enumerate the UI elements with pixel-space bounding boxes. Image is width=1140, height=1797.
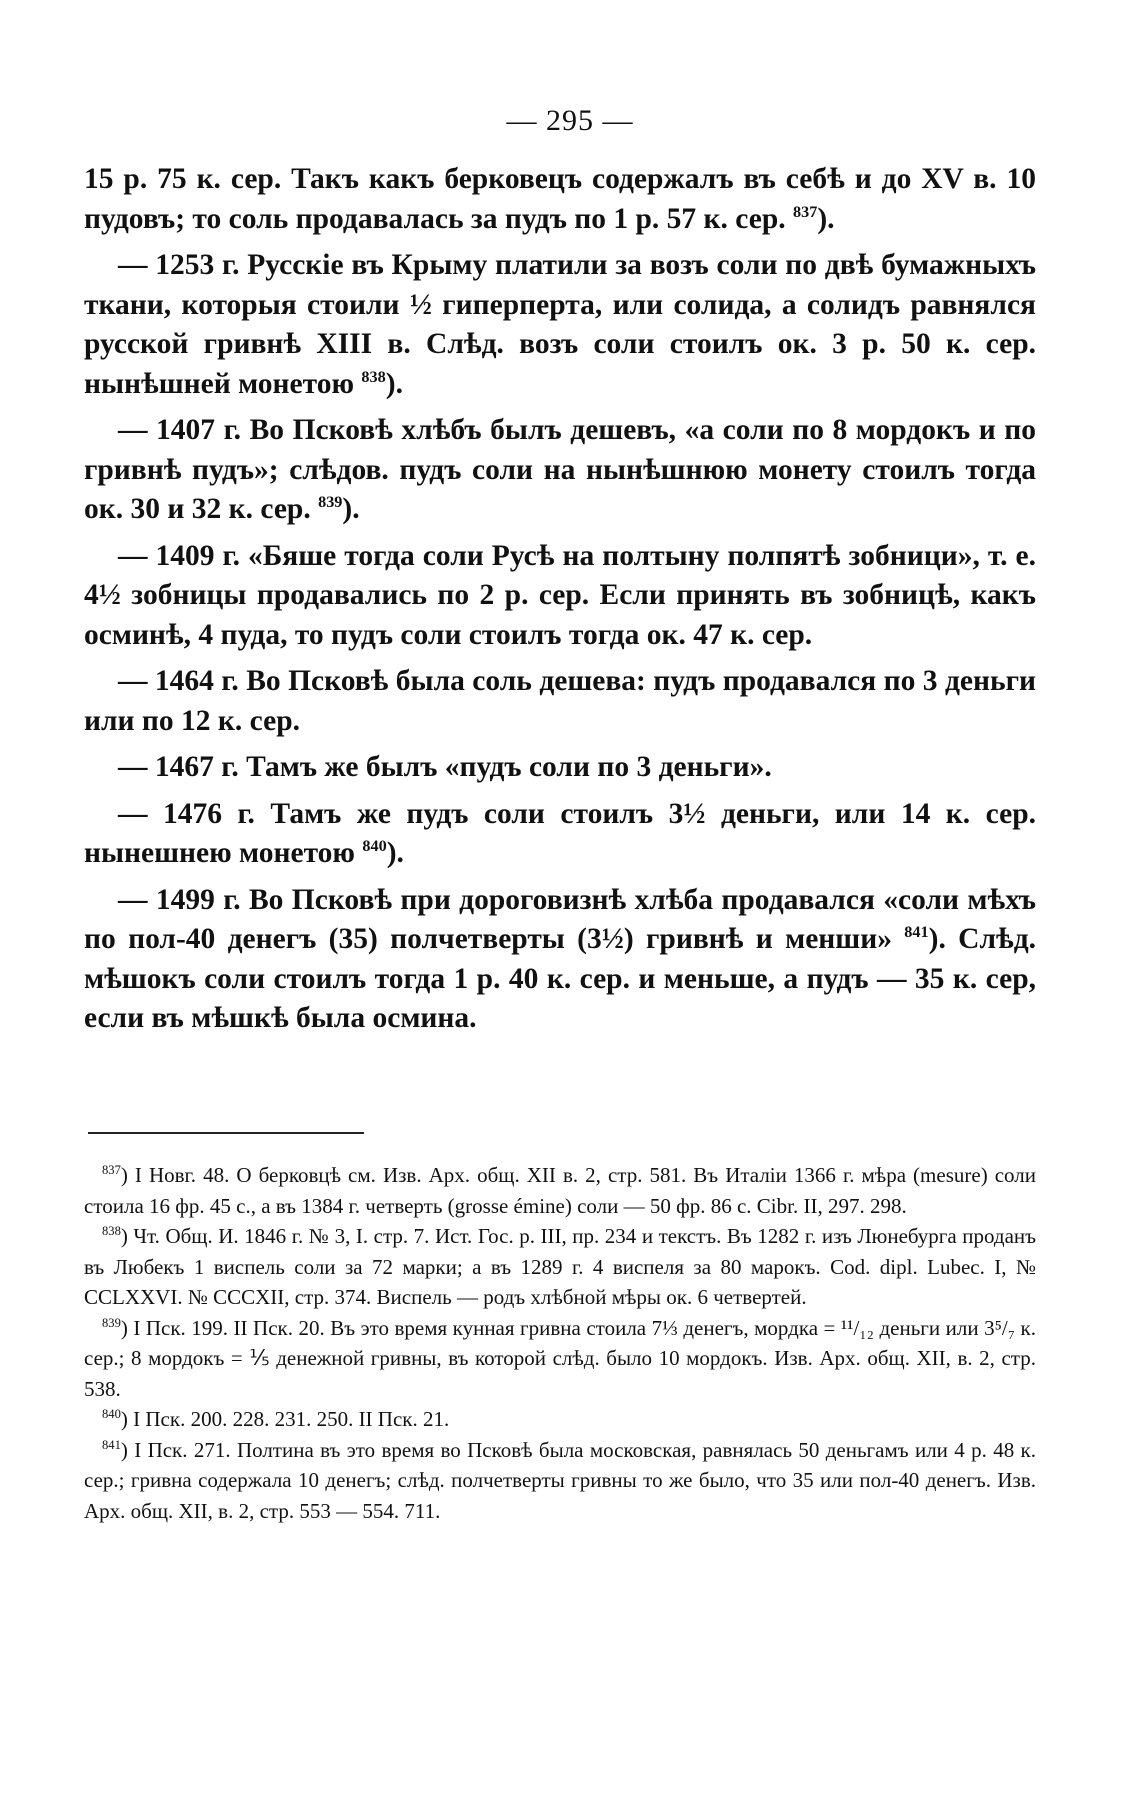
paragraph xyxy=(84,795,1036,874)
page-number: — 295 — xyxy=(506,104,634,137)
paragraph-text: — 1464 г. Во Псковѣ была соль дешева: пудъ продавался по 3 деньги или по 12 к. сер. xyxy=(84,665,1036,737)
footnote-number: 837 xyxy=(102,1163,121,1177)
footnotes xyxy=(84,1160,1036,1526)
paragraph-tail: ). xyxy=(817,202,835,235)
footnote-text: ) I Пск. 200. 228. 231. 250. II Пск. 21. xyxy=(120,1407,450,1431)
footnote-ref[interactable]: 837 xyxy=(793,202,818,221)
paragraph xyxy=(84,662,1036,741)
paragraph xyxy=(84,537,1036,656)
footnote-number: 838 xyxy=(102,1224,121,1238)
footnote-text: ) I Пск. 271. Полтина въ это время во Псковѣ была московская, равнялась 50 деньгамъ или 4 р. 48 к. сер.; гривна содержала 10 денегъ; слѣд. полчетверты гривны то же было, что 35 или пол-40 денегъ. Изв. Арх. общ. XII, в. 2, стр. 553 — 554. 711. xyxy=(84,1437,1036,1523)
footnote xyxy=(84,1160,1036,1221)
footnote xyxy=(84,1435,1036,1527)
footnote-text: ) I Пск. 199. II Пск. 20. Въ это время кунная гривна стоила 7⅓ денегъ, мордка = ¹¹/₁₂ деньги или 3⁵/₇ к. сер.; 8 мордокъ = ⅕ денежной гривны, въ которой слѣд. было 10 мордокъ. Изв. Арх. общ. XII, в. 2, стр. 538. xyxy=(84,1315,1036,1401)
paragraph xyxy=(84,160,1036,239)
paragraph-text: — 1409 г. «Бяше тогда соли Русѣ на полтыну полпятѣ зобници», т. е. 4½ зобницы продавались по 2 р. сер. Если принять въ зобницѣ, какъ осминѣ, 4 пуда, то пудъ соли стоилъ тогда ок. 47 к. сер. xyxy=(84,539,1036,651)
paragraph-text: — 1253 г. Русскіе въ Крыму платили за возъ соли по двѣ бумажныхъ ткани, которыя стоили ½ гиперперта, или солида, а солидъ равнялся русской гривнѣ XIII в. Слѣд. возъ соли стоилъ ок. 3 р. 50 к. сер. нынѣшней монетою xyxy=(84,249,1036,400)
footnote xyxy=(84,1404,1036,1435)
footnote-ref[interactable]: 841 xyxy=(904,923,929,942)
paragraph xyxy=(84,246,1036,404)
footnote xyxy=(84,1313,1036,1405)
footnote-ref[interactable]: 839 xyxy=(318,493,343,512)
footnote-ref[interactable]: 840 xyxy=(362,837,387,856)
paragraph-text: — 1476 г. Тамъ же пудъ соли стоилъ 3½ деньги, или 14 к. сер. нынешнею монетою xyxy=(84,797,1036,869)
footnote xyxy=(84,1221,1036,1313)
footnote-number: 839 xyxy=(102,1315,121,1330)
footnote-text: ) I Новг. 48. О берковцѣ см. Изв. Арх. общ. XII в. 2, стр. 581. Въ Италіи 1366 г. мѣра (mesure) соли стоила 16 фр. 45 с., а въ 1384 г. четверть (grosse émine) соли — 50 фр. 86 с. Cibr. II, 297. 298. xyxy=(84,1163,1036,1218)
paragraph-tail: ). xyxy=(342,493,360,525)
paragraph xyxy=(84,748,1036,788)
paragraph xyxy=(84,881,1036,1039)
footnote-number: 841 xyxy=(102,1437,121,1452)
footnote-ref[interactable]: 838 xyxy=(361,367,386,386)
paragraph-tail: ). xyxy=(385,367,403,400)
footnote-divider xyxy=(88,1132,364,1134)
paragraph xyxy=(84,411,1036,530)
footnote-number: 840 xyxy=(102,1407,121,1421)
paragraph-text: — 1499 г. Во Псковѣ при дороговизнѣ хлѣба продавался «соли мѣхъ по пол-40 денегъ (35) полчетверты (3½) гривнѣ и менши» xyxy=(84,883,1036,955)
paragraph-text: — 1467 г. Тамъ же былъ «пудъ соли по 3 деньги». xyxy=(118,751,772,783)
paragraph-text: 15 р. 75 к. сер. Такъ какъ берковецъ содержалъ въ себѣ и до XV в. 10 пудовъ; то соль продавалась за пудъ по 1 р. 57 к. сер. xyxy=(84,163,1036,235)
footnote-text: ) Чт. Общ. И. 1846 г. № 3, I. стр. 7. Ист. Гос. р. III, пр. 234 и текстъ. Въ 1282 г. изъ Люнебурга проданъ въ Любекъ 1 виспель соли за 72 марки; а въ 1289 г. 4 виспеля за 80 марокъ. Cod. dipl. Lubec. I, № CCLXXVI. № CCCXII, стр. 374. Виспель — родъ хлѣбной мѣры ок. 6 четвертей. xyxy=(84,1224,1036,1309)
main-text xyxy=(84,160,1036,1046)
paragraph-text: — 1407 г. Во Псковѣ хлѣбъ былъ дешевъ, «а соли по 8 мордокъ и по гривнѣ пудъ»; слѣдов. пудъ соли на нынѣшнюю монету стоилъ тогда ок. 30 и 32 к. сер. xyxy=(84,414,1036,525)
paragraph-tail: ). xyxy=(386,837,404,869)
paragraph-tail: ). Слѣд. мѣшокъ соли стоилъ тогда 1 р. 40 к. сер. и меньше, а пудъ — 35 к. сер, если въ мѣшкѣ была осмина. xyxy=(84,923,1037,1034)
